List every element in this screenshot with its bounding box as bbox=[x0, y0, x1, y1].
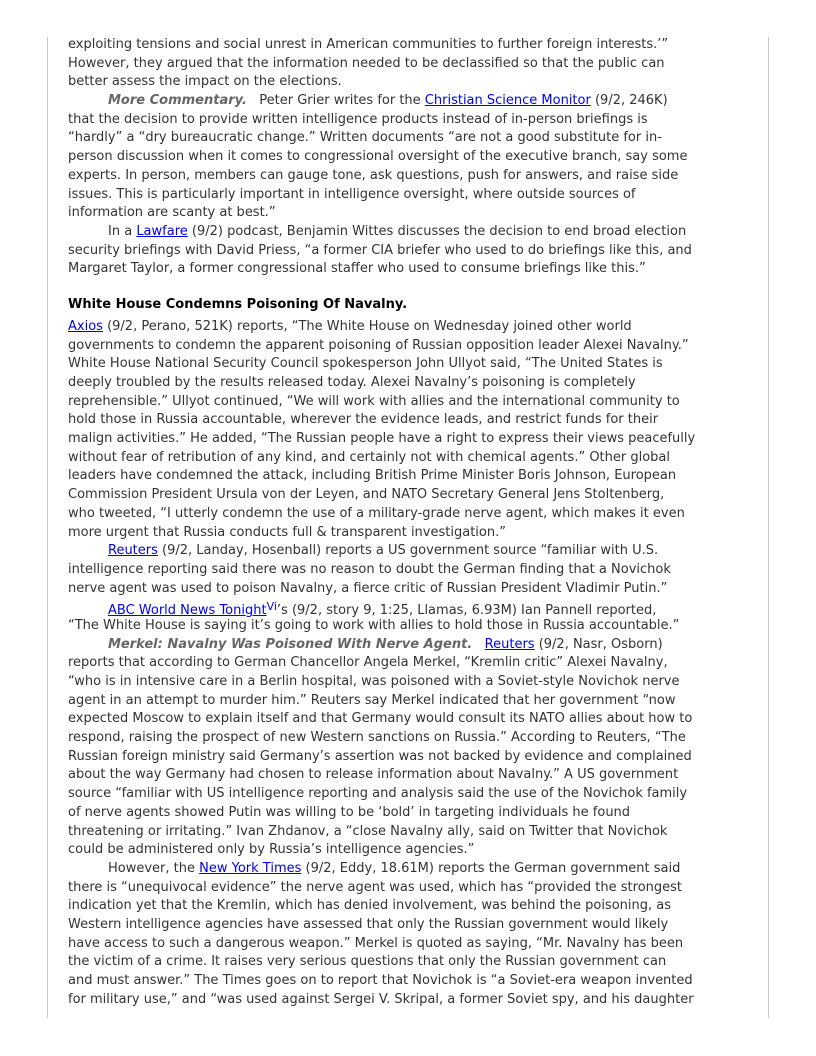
text-line bbox=[68, 148, 768, 167]
text-line bbox=[68, 355, 768, 374]
body-text: respond, raising the prospect of new Western sanctions on Russia.” According to Reuters, “The bbox=[68, 730, 686, 746]
text-line bbox=[68, 654, 768, 673]
paragraph bbox=[68, 36, 768, 92]
body-text: (9/2, Perano, 521K) reports, “The White House on Wednesday joined other world bbox=[102, 318, 632, 334]
right-page-border bbox=[768, 37, 769, 1018]
text-line bbox=[68, 636, 768, 655]
subheading-lead: Merkel: Navalny Was Poisoned With Nerve Agent. bbox=[108, 636, 473, 652]
text-line bbox=[68, 467, 768, 486]
body-text: indication yet that the Kremlin, which has denied involvement, was behind the poisoning, as bbox=[68, 898, 672, 914]
text-line bbox=[68, 823, 768, 842]
text-line bbox=[68, 260, 768, 279]
body-text: have access to such a dangerous weapon.” Merkel is quoted as saying, “Mr. Navalny has been bbox=[68, 935, 684, 951]
text-line bbox=[68, 673, 768, 692]
body-text: (9/2, Landay, Hosenball) reports a US government source “familiar with U.S. bbox=[157, 543, 659, 559]
body-text: of nerve agents showed Putin was willing to be ‘bold’ in targeting individuals he found bbox=[68, 804, 631, 820]
text-line bbox=[68, 785, 768, 804]
text-line bbox=[68, 223, 768, 242]
body-text: (9/2, 246K) bbox=[590, 93, 668, 109]
text-line bbox=[68, 935, 768, 954]
text-line bbox=[68, 129, 768, 148]
body-text: agent in an attempt to murder him.” Reuters say Merkel indicated that her government “now bbox=[68, 692, 676, 708]
body-text: However, they argued that the information needed to be declassified so that the public can bbox=[68, 55, 665, 71]
paragraph bbox=[68, 223, 768, 279]
body-text: nerve agent was used to poison Navalny, a fierce critic of Russian President Vladimir Putin.” bbox=[68, 580, 668, 596]
body-text: threatening or irritating.” Ivan Zhdanov, a “close Navalny ally, said on Twitter that Novichok bbox=[68, 823, 668, 839]
text-line bbox=[68, 692, 768, 711]
video-marker[interactable]: Vi bbox=[266, 600, 277, 614]
text-line bbox=[68, 617, 768, 636]
text-line bbox=[68, 542, 768, 561]
text-line bbox=[68, 710, 768, 729]
body-text: experts. In person, members can gauge tone, ask questions, push for answers, and raise side bbox=[68, 167, 679, 183]
body-text: Margaret Taylor, a former congressional staffer who used to consume briefings like this.” bbox=[68, 261, 646, 277]
body-text: expected Moscow to explain itself and that Germany would consult its NATO allies about how to bbox=[68, 711, 693, 727]
text-line bbox=[68, 486, 768, 505]
body-text: that the decision to provide written intelligence products instead of in-person briefings is bbox=[68, 111, 648, 127]
body-text: who tweeted, “I utterly condemn the use of a military-grade nerve agent, which makes it even bbox=[68, 505, 685, 521]
text-line bbox=[68, 318, 768, 337]
body-text bbox=[472, 637, 484, 652]
text-line bbox=[68, 337, 768, 356]
text-line bbox=[68, 860, 768, 879]
text-line bbox=[68, 879, 768, 898]
source-link[interactable]: Christian Science Monitor bbox=[424, 93, 591, 109]
text-line bbox=[68, 111, 768, 130]
body-text: Russian foreign ministry said Germany’s assertion was not backed by evidence and complained bbox=[68, 748, 692, 764]
body-text: issues. This is particularly important in intelligence oversight, where outside sources of bbox=[68, 186, 636, 202]
body-text: White House National Security Council spokesperson John Ullyot said, “The United States is bbox=[68, 356, 663, 372]
body-text: “who is in intensive care in a Berlin hospital, was poisoned with a Soviet-style Novichok nerve bbox=[68, 674, 680, 689]
body-text: deeply troubled by the results released today. Alexei Navalny’s poisoning is completely bbox=[68, 375, 636, 390]
text-line bbox=[68, 449, 768, 468]
body-text: and must answer.” The Times goes on to report that Novichok is “a Soviet-era weapon invented bbox=[68, 973, 693, 988]
text-line bbox=[68, 55, 768, 74]
body-text: without fear of retribution of any kind, and certainly not with chemical agents.” Other global bbox=[68, 449, 671, 465]
article-section bbox=[68, 36, 768, 279]
body-text: In a bbox=[108, 223, 137, 239]
source-link[interactable]: ABC World News Tonight bbox=[108, 603, 267, 619]
body-text: intelligence reporting said there was no reason to doubt the German finding that a Novichok bbox=[68, 561, 671, 577]
paragraph bbox=[68, 598, 768, 635]
body-text: (9/2, Eddy, 18.61M) reports the German government said bbox=[301, 860, 681, 876]
text-line bbox=[68, 580, 768, 599]
body-text: Western intelligence agencies have assessed that only the Russian government would likely bbox=[68, 916, 669, 932]
body-text: However, the bbox=[108, 860, 200, 876]
body-text: malign activities.” He added, “The Russian people have a right to express their views peacefully bbox=[68, 431, 696, 447]
subheading-lead: More Commentary. bbox=[108, 93, 247, 109]
text-line bbox=[68, 204, 768, 223]
body-text: leaders have condemned the attack, including British Prime Minister Boris Johnson, European bbox=[68, 468, 677, 484]
text-line bbox=[68, 972, 768, 991]
source-link[interactable]: Reuters bbox=[484, 636, 535, 652]
text-line bbox=[68, 73, 768, 92]
body-text: hold those in Russia accountable, wherever the evidence leads, and restrict funds for their bbox=[68, 412, 659, 428]
text-line bbox=[68, 524, 768, 543]
body-text: about the way Germany had chosen to release information about Navalny.” A US government bbox=[68, 767, 679, 783]
body-text: security briefings with David Priess, “a former CIA briefer who used to do briefings like this, and bbox=[68, 242, 692, 258]
text-line bbox=[68, 186, 768, 205]
text-line bbox=[68, 374, 768, 393]
body-text: could be administered only by Russia’s intelligence agencies.” bbox=[68, 842, 475, 858]
text-line bbox=[68, 242, 768, 261]
text-line bbox=[68, 561, 768, 580]
body-text: (9/2) podcast, Benjamin Wittes discusses the decision to end broad election bbox=[187, 223, 687, 239]
text-line bbox=[68, 411, 768, 430]
body-text: reprehensible.” Ullyot continued, “We will work with allies and the international community to bbox=[68, 393, 680, 409]
text-line bbox=[68, 897, 768, 916]
body-text: exploiting tensions and social unrest in American communities to further foreign interests.’” bbox=[68, 37, 669, 52]
paragraph bbox=[68, 318, 768, 542]
body-text: Commission President Ursula von der Leyen, and NATO Secretary General Jens Stoltenberg, bbox=[68, 487, 665, 503]
text-line bbox=[68, 430, 768, 449]
body-text: reports that according to German Chancellor Angela Merkel, “Kremlin critic” Alexei Navalny, bbox=[68, 655, 668, 671]
document-body bbox=[68, 36, 768, 1009]
text-line bbox=[68, 748, 768, 767]
body-text: for military use,” and “was used against Sergei V. Skripal, a former Soviet spy, and his daughter bbox=[68, 991, 694, 1007]
text-line bbox=[68, 953, 768, 972]
body-text: Peter Grier writes for the bbox=[246, 93, 425, 109]
body-text: (9/2, Nasr, Osborn) bbox=[534, 636, 663, 652]
text-line bbox=[68, 729, 768, 748]
article-section bbox=[68, 294, 768, 1009]
source-link[interactable]: Reuters bbox=[108, 543, 158, 559]
body-text: source “familiar with US intelligence reporting and analysis said the use of the Novichok family bbox=[68, 786, 688, 802]
source-link[interactable]: Lawfare bbox=[136, 223, 188, 239]
paragraph bbox=[68, 860, 768, 1010]
body-text: information are scanty at best.” bbox=[68, 205, 276, 221]
text-line bbox=[68, 167, 768, 186]
paragraph bbox=[68, 636, 768, 860]
text-line bbox=[68, 916, 768, 935]
text-line bbox=[68, 991, 768, 1010]
text-line bbox=[68, 804, 768, 823]
body-text: better assess the impact on the elections. bbox=[68, 74, 342, 90]
body-text: there is “unequivocal evidence” the nerve agent was used, which has “provided the strongest bbox=[68, 879, 683, 895]
body-text: “hardly” a “dry bureaucratic change.” Written documents “are not a good substitute for in- bbox=[68, 130, 662, 146]
text-line bbox=[68, 393, 768, 412]
body-text: ’s (9/2, story 9, 1:25, Llamas, 6.93M) Ian Pannell reported, bbox=[276, 603, 657, 619]
article-heading: White House Condemns Poisoning Of Navalny. bbox=[68, 296, 408, 312]
text-line bbox=[68, 36, 768, 55]
text-line bbox=[68, 505, 768, 524]
body-text: person discussion when it comes to congressional oversight of the executive branch, say some bbox=[68, 149, 688, 165]
source-link[interactable]: New York Times bbox=[199, 860, 302, 876]
left-page-border bbox=[47, 37, 48, 1018]
text-line bbox=[68, 598, 768, 617]
body-text: “The White House is saying it’s going to work with allies to hold those in Russia accountable.” bbox=[68, 617, 680, 633]
text-line bbox=[68, 766, 768, 785]
paragraph bbox=[68, 542, 768, 598]
paragraph bbox=[68, 92, 768, 223]
body-text: the victim of a crime. It raises very serious questions that only the Russian government can bbox=[68, 954, 667, 970]
body-text: governments to condemn the apparent poisoning of Russian opposition leader Alexei Navalny.” bbox=[68, 337, 689, 353]
source-link[interactable]: Axios bbox=[68, 318, 103, 334]
text-line bbox=[68, 92, 768, 111]
body-text: more urgent that Russia conducts full & transparent investigation.” bbox=[68, 524, 506, 540]
text-line bbox=[68, 841, 768, 860]
